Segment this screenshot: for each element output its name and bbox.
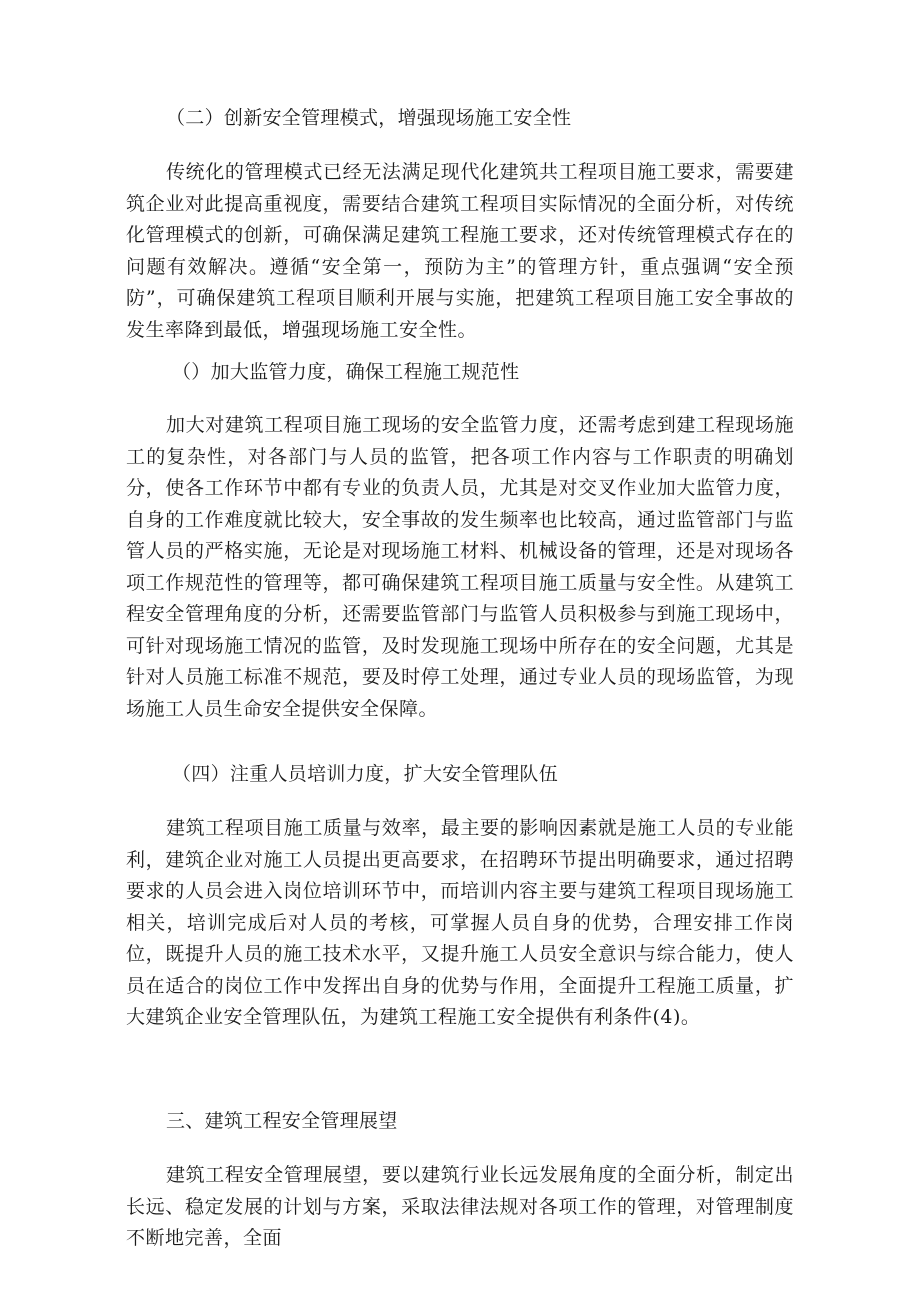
chapter-heading-outlook: 三、建筑工程安全管理展望 (166, 1110, 398, 1132)
section-heading-supervision: （）加大监管力度，确保工程施工规范性 (172, 361, 520, 383)
paragraph-innovate-management: 传统化的管理模式已经无法满足现代化建筑共工程项目施工要求，需要建筑企业对此提高重视度，需要结合建筑工程项目实际情况的全面分析，对传统化管理模式的创新，可确保满足建筑工程施工要求，还对传统管理模式存在的问题有效解决。遵循“安全第一，预防为主”的管理方针，重点强调“安全预防”，可确保建筑工程项目顺利开展与实施，把建筑工程项目施工安全事故的发生率降到最低，增强现场施工安全性。 (126, 161, 794, 341)
paragraph-training: 建筑工程项目施工质量与效率，最主要的影响因素就是施工人员的专业能利，建筑企业对施工人员提出更高要求，在招聘环节提出明确要求，通过招聘要求的人员会进入岗位培训环节中，而培训内容主要与建筑工程项目现场施工相关，培训完成后对人员的考核，可掌握人员自身的优势，合理安排工作岗位，既提升人员的施工技术水平，又提升施工人员安全意识与综合能力，使人员在适合的岗位工作中发挥出自身的优势与作用，全面提升工程施工质量，扩大建筑企业安全管理队伍，为建筑工程施工安全提供有利条件(4)。 (126, 817, 794, 1028)
section-heading-training: （四）注重人员培训力度，扩大安全管理队伍 (172, 763, 559, 785)
paragraph-outlook: 建筑工程安全管理展望，要以建筑行业长远发展角度的全面分析，制定出长远、稳定发展的计划与方案，采取法律法规对各项工作的管理，对管理制度不断地完善，全面 (126, 1164, 794, 1249)
paragraph-supervision: 加大对建筑工程项目施工现场的安全监管力度，还需考虑到建工程现场施工的复杂性，对各部门与人员的监管，把各项工作内容与工作职责的明确划分，使各工作环节中都有专业的负责人员，尤其是对交叉作业加大监管力度，自身的工作难度就比较大，安全事故的发生频率也比较高，通过监管部门与监管人员的严格实施，无论是对现场施工材料、机械设备的管理，还是对现场各项工作规范性的管理等，都可确保建筑工程项目施工质量与安全性。从建筑工程安全管理角度的分析，还需要监管部门与监管人员积极参与到施工现场中，可针对现场施工情况的监管，及时发现施工现场中所存在的安全问题，尤其是针对人员施工标准不规范，要及时停工处理，通过专业人员的现场监管，为现场施工人员生命安全提供安全保障。 (126, 414, 794, 720)
section-heading-innovate-management: （二）创新安全管理模式，增强现场施工安全性 (166, 107, 572, 129)
